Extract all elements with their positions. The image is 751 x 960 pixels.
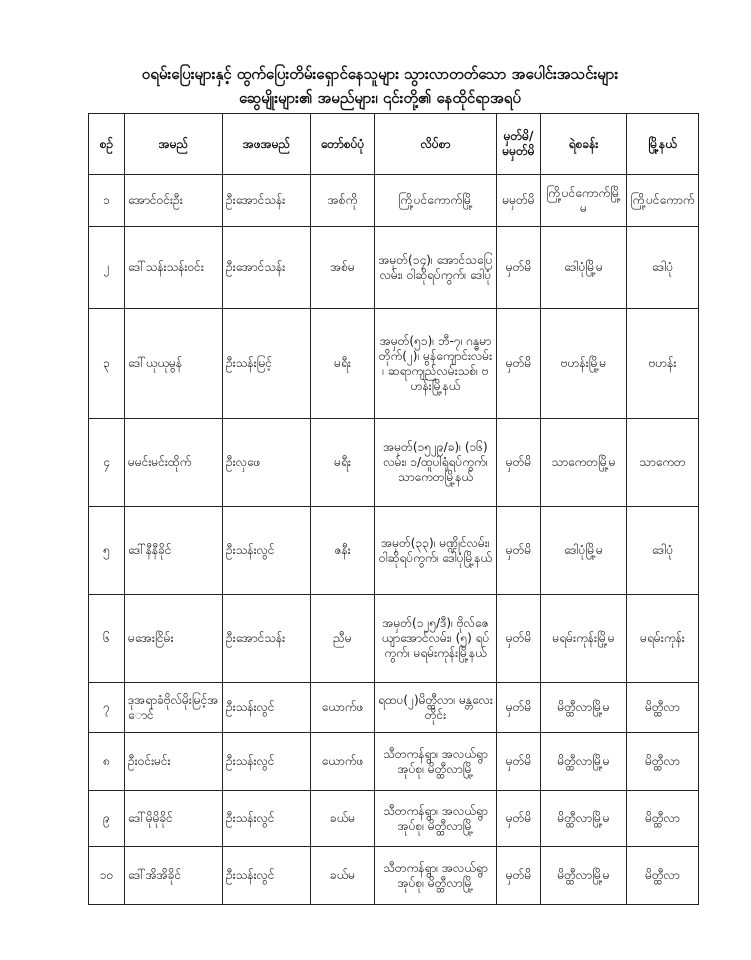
police-station-cell: ဒေါပုံမြို့မ	[541, 227, 627, 309]
relation-cell: ယောက်ဖ	[311, 683, 375, 733]
relation-cell: ခယ်မ	[311, 847, 375, 905]
address-cell: ကြို့ပင်ကောက်မြို့	[375, 175, 497, 227]
relation-cell: ညီမ	[311, 595, 375, 683]
title-line-1: ဝရမ်းပြေးများနှင့် ထွက်ပြေးတိမ်းရှောင်နေသူများ သွားလာတတ်သော အပေါင်းအသင်းများ	[141, 65, 619, 83]
township-cell: မိတ္ထီလာ	[627, 847, 699, 905]
serial-cell: ၅	[89, 507, 125, 595]
name-cell: ဒေါ်သန်းသန်းဝင်း	[125, 227, 223, 309]
address-cell: အမှတ်(၁၄)၊ အောင်သပြေလမ်း၊ ဝါဆိုရပ်ကွက်၊ ဒေါပုံ	[375, 227, 497, 309]
serial-cell: ၄	[89, 419, 125, 507]
table-body	[89, 175, 699, 905]
relation-cell: မရီး	[311, 309, 375, 419]
father-name-cell: ဦးအောင်သန်း	[223, 227, 311, 309]
recognized-cell: မှတ်မိ	[497, 507, 541, 595]
table-header-row	[89, 114, 699, 175]
address-cell: သီတကန်ရွာ၊ အလယ်ရွာအုပ်စု၊ မိတ္ထီလာမြို့	[375, 791, 497, 847]
header-cell: မြို့နယ်	[627, 114, 699, 175]
name-cell: ဒေါ်ယုယုမွန်	[125, 309, 223, 419]
recognized-cell: မှတ်မိ	[497, 227, 541, 309]
header-cell: မှတ်မိ/ မမှတ်မိ	[497, 114, 541, 175]
father-name-cell: ဦးသန်းလွင်	[223, 683, 311, 733]
relation-cell: အစ်မ	[311, 227, 375, 309]
father-name-cell: ဦးအောင်သန်း	[223, 595, 311, 683]
relation-cell: မရီး	[311, 419, 375, 507]
police-station-cell: သာကေတမြို့မ	[541, 419, 627, 507]
title-line-2: ဆွေမျိုးများ၏ အမည်များ၊ ၎င်းတို့၏ နေထိုင်ရာအရပ်	[239, 89, 521, 107]
table-row	[89, 683, 699, 733]
address-cell: ရထပ(၂)မိတ္ထီလာ၊ မန္တလေးတိုင်း	[375, 683, 497, 733]
township-cell: မိတ္ထီလာ	[627, 683, 699, 733]
father-name-cell: ဦးသန်းလွင်	[223, 847, 311, 905]
table-row	[89, 419, 699, 507]
table-row	[89, 227, 699, 309]
recognized-cell: မှတ်မိ	[497, 791, 541, 847]
name-cell: အောင်ဝင်းဦး	[125, 175, 223, 227]
township-cell: ကြို့ပင်ကောက်	[627, 175, 699, 227]
township-cell: မိတ္ထီလာ	[627, 791, 699, 847]
serial-cell: ၆	[89, 595, 125, 683]
township-cell: မရမ်းကုန်း	[627, 595, 699, 683]
township-cell: ဒေါပုံ	[627, 227, 699, 309]
address-cell: သီတကန်ရွာ၊ အလယ်ရွာအုပ်စု၊ မိတ္ထီလာမြို့	[375, 733, 497, 791]
name-cell: မမင်းမင်းထိုက်	[125, 419, 223, 507]
recognized-cell: မမှတ်မိ	[497, 175, 541, 227]
name-cell: ဒေါ်မိုမိုခိုင်	[125, 791, 223, 847]
name-cell: မအေးငြိမ်း	[125, 595, 223, 683]
father-name-cell: ဦးသန်းလွင်	[223, 791, 311, 847]
recognized-cell: မှတ်မိ	[497, 595, 541, 683]
address-cell: အမှတ်(၁၅၂၉/ခ)၊ (၁၆)လမ်း၊ ၁/ထူပါရုံရပ်ကွက်၊ သာကေတမြို့နယ်	[375, 419, 497, 507]
table-row	[89, 175, 699, 227]
recognized-cell: မှတ်မိ	[497, 309, 541, 419]
recognized-cell: မှတ်မိ	[497, 733, 541, 791]
police-station-cell: မိတ္ထီလာမြို့မ	[541, 847, 627, 905]
header-cell: အဖအမည်	[223, 114, 311, 175]
township-cell: ဗဟန်း	[627, 309, 699, 419]
header-cell: စဉ်	[89, 114, 125, 175]
township-cell: မိတ္ထီလာ	[627, 733, 699, 791]
name-cell: ဦးဝင်းမင်း	[125, 733, 223, 791]
relation-cell: အစ်ကို	[311, 175, 375, 227]
address-cell: အမှတ်(၁၂၅/ဒီ)၊ ဗိုလ်ဇေယျာအောင်လမ်း၊ (၅) ရပ်ကွက်၊ မရမ်းကုန်းမြို့နယ်	[375, 595, 497, 683]
address-cell: အမှတ်(၅၁)၊ ဘီ-၇၊ ဂန္ဓမာတိုက်(၂)၊ မွန်ကျောင်းလမ်း၊ ဆရာကျည်လမ်းသစ်၊ ဗဟန်းမြို့နယ်	[375, 309, 497, 419]
relation-cell: ဇနီး	[311, 507, 375, 595]
father-name-cell: ဦးအောင်သန်း	[223, 175, 311, 227]
serial-cell: ၁၀	[89, 847, 125, 905]
serial-cell: ၇	[89, 683, 125, 733]
father-name-cell: ဦးသန်းမြင့်	[223, 309, 311, 419]
police-station-cell: ဗဟန်းမြို့မ	[541, 309, 627, 419]
father-name-cell: ဦးလှဖေ	[223, 419, 311, 507]
recognized-cell: မှတ်မိ	[497, 683, 541, 733]
table-row	[89, 507, 699, 595]
table-row	[89, 595, 699, 683]
name-cell: ဒေါ်အိအိခိုင်	[125, 847, 223, 905]
township-cell: သာကေတ	[627, 419, 699, 507]
roster-table	[88, 113, 699, 905]
serial-cell: ၁	[89, 175, 125, 227]
police-station-cell: မိတ္ထီလာမြို့မ	[541, 733, 627, 791]
table-row	[89, 847, 699, 905]
table-row	[89, 309, 699, 419]
recognized-cell: မှတ်မိ	[497, 847, 541, 905]
police-station-cell: မိတ္ထီလာမြို့မ	[541, 683, 627, 733]
name-cell: ဒေါ်နီနီခိုင်	[125, 507, 223, 595]
name-cell: ဒုအရာခံဗိုလ်မိုးမြင့်အောင်	[125, 683, 223, 733]
father-name-cell: ဦးသန်းလွင်	[223, 733, 311, 791]
father-name-cell: ဦးသန်းလွင်	[223, 507, 311, 595]
header-cell: လိပ်စာ	[375, 114, 497, 175]
address-cell: အမှတ်(၃၃)၊ မဏ္ဍိုင်လမ်း၊ ဝါဆိုရပ်ကွက်၊ ဒေါပုံမြို့နယ်	[375, 507, 497, 595]
recognized-cell: မှတ်မိ	[497, 419, 541, 507]
serial-cell: ၃	[89, 309, 125, 419]
serial-cell: ၉	[89, 791, 125, 847]
relation-cell: ယောက်ဖ	[311, 733, 375, 791]
header-cell: အမည်	[125, 114, 223, 175]
relation-cell: ခယ်မ	[311, 791, 375, 847]
table-row	[89, 733, 699, 791]
police-station-cell: မရမ်းကုန်းမြို့မ	[541, 595, 627, 683]
township-cell: ဒေါပုံ	[627, 507, 699, 595]
document-title	[60, 62, 700, 110]
police-station-cell: ကြို့ပင်ကောက်မြို့မ	[541, 175, 627, 227]
police-station-cell: မိတ္ထီလာမြို့မ	[541, 791, 627, 847]
header-cell: တော်စပ်ပုံ	[311, 114, 375, 175]
header-cell: ရဲစခန်း	[541, 114, 627, 175]
serial-cell: ၈	[89, 733, 125, 791]
police-station-cell: ဒေါပုံမြို့မ	[541, 507, 627, 595]
address-cell: သီတကန်ရွာ၊ အလယ်ရွာအုပ်စု၊ မိတ္ထီလာမြို့	[375, 847, 497, 905]
table-row	[89, 791, 699, 847]
serial-cell: ၂	[89, 227, 125, 309]
